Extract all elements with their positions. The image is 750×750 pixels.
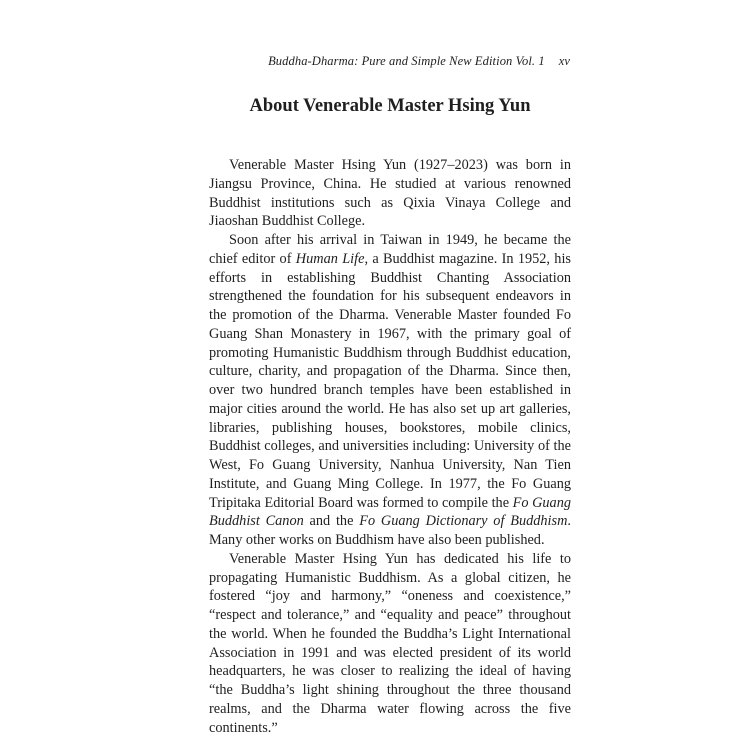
- text-segment: Venerable Master Hsing Yun has dedicated his life to propagating Humanistic Buddhism. As a global citizen, he fostered “joy and harmony,” “oneness and coexistence,” “respect and tolerance,” and “equality and peace” throughout the world. When he founded the Buddha’s Light International Association in 1991 and was elected president of its world headquarters, he was closer to realizing the ideal of having “the Buddha’s light shining throughout the three thousand realms, and the Dharma water flowing across the five continents.”: [209, 550, 571, 736]
- text-segment: , a Buddhist magazine. In 1952, his efforts in establishing Buddhist Chanting Association strengthened the foundation for his subsequent endeavors in the promotion of the Dharma. Venerable Master founded Fo Guang Shan Monastery in 1967, with the primary goal of promoting Humanistic Buddhism through Buddhist education, culture, charity, and propagation of the Dharma. Since then, over two hundred branch temples have been established in major cities around the world. He has also set up art galleries, libraries, publishing houses, bookstores, mobile clinics, Buddhist colleges, and universities including: University of the West, Fo Guang University, Nanhua University, Nan Tien Institute, and Guang Ming College. In 1977, the Fo Guang Tripitaka Editorial Board was formed to compile the: [209, 250, 571, 511]
- text-segment: Venerable Master Hsing Yun (1927–2023) was born in Jiangsu Province, China. He studied at various renowned Buddhist institutions such as Qixia Vinaya College and Jiaoshan Buddhist College.: [209, 157, 571, 230]
- paragraph: [209, 550, 571, 738]
- text-segment: Soon after his arrival in Taiwan in 1949, he became the chief editor of: [209, 232, 571, 267]
- italic-title: Fo Guang Buddhist Canon: [209, 494, 571, 530]
- paragraph: [209, 156, 571, 231]
- running-head: [268, 54, 570, 69]
- section-title: About Venerable Master Hsing Yun: [249, 96, 531, 116]
- running-title: Buddha-Dharma: Pure and Simple New Edition Vol. 1: [268, 54, 545, 68]
- page-number: xv: [558, 54, 570, 68]
- italic-title: Fo Guang Dictionary of Buddhism: [359, 513, 568, 530]
- text-segment: and the: [303, 513, 360, 530]
- text-segment: . Many other works on Buddhism have also been published.: [209, 513, 571, 548]
- paragraph: [209, 231, 571, 550]
- body-text: [209, 156, 571, 737]
- italic-title: Human Life: [295, 250, 365, 267]
